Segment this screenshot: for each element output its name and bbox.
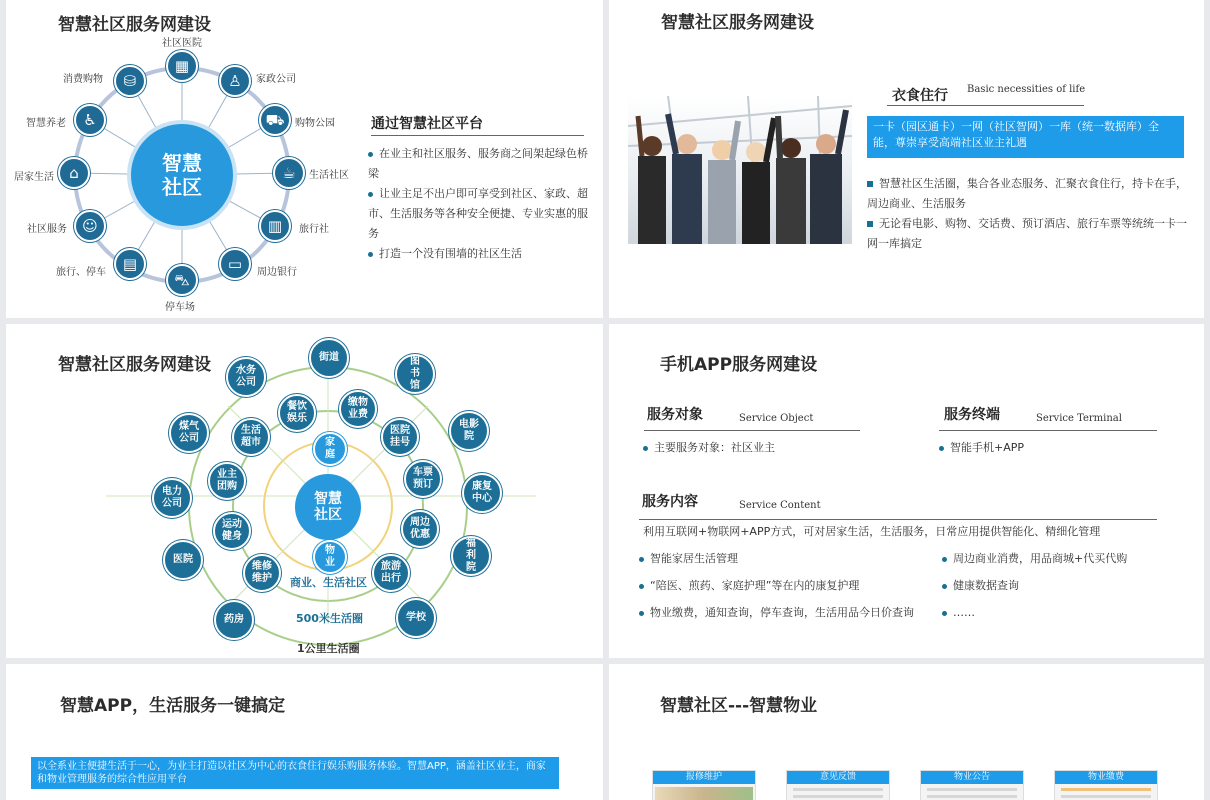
node-water-company[interactable]: 水务公司 [226,357,266,397]
circle-center: 智慧社区 [295,474,361,540]
bullet-item: 打造一个没有围墙的社区生活 [368,244,588,264]
card-title: 物业缴费 [1055,771,1157,784]
node-pharmacy[interactable]: 药房 [214,600,254,640]
slide-mobile-app-network[interactable] [609,324,1204,658]
bullet-item: 物业缴费，通知查询，停车查询，生活用品今日价查询 [639,603,914,623]
basket-icon[interactable]: ⛁ [114,65,146,97]
slide-title: 智慧APP，生活服务一键搞定 [60,696,286,716]
node-label: 家政公司 [256,74,296,85]
car-icon[interactable]: ⛍ [166,264,198,296]
divider [644,430,860,431]
node-label: 周边银行 [257,267,297,278]
bullet-item: 智能手机+APP [939,438,1024,458]
node-supermarket[interactable]: 生活超市 [232,418,270,456]
divider [887,105,1084,106]
hub-center-circle [127,120,237,230]
divider [939,430,1157,431]
section-heading: 衣食住行 [892,88,948,104]
housekeeping-icon[interactable]: ♙ [219,65,251,97]
section-heading: 服务内容 [642,494,698,510]
card-repair[interactable] [652,770,756,800]
bullet-item: 主要服务对象：社区业主 [643,438,775,458]
slide-smart-property[interactable] [609,664,1204,800]
slide-title: 智慧社区服务网建设 [58,15,211,35]
bullet-item: 在业主和社区服务、服务商之间架起绿色桥梁 [368,147,588,180]
section-heading-en: Service Terminal [1036,413,1122,424]
node-label: 购物公园 [295,118,335,129]
slide-community-network-3[interactable] [6,324,603,658]
node-property-fee[interactable]: 缴物业费 [339,390,377,428]
people-illustration [628,96,852,244]
node-label: 居家生活 [14,172,54,183]
hub-center-label: 智慧社区 [162,151,202,199]
bullet-item: “陪医、煎药、家庭护理”等在内的康复护理 [639,576,859,596]
node-label: 旅行、停车 [56,267,106,278]
slide-smart-app[interactable] [6,664,603,800]
card-thumbnail [655,787,753,800]
node-label: 智慧养老 [26,118,66,129]
node-hospital-registration[interactable]: 医院挂号 [381,418,419,456]
hospital-icon[interactable]: ▦ [166,50,198,82]
slide-title: 智慧社区服务网建设 [58,355,211,375]
node-label: 停车场 [165,302,195,313]
section-heading: 通过智慧社区平台 [371,116,483,132]
slide-title: 手机APP服务网建设 [660,355,818,375]
card-feedback[interactable] [786,770,890,800]
divider [639,519,1157,520]
node-gas-company[interactable]: 煤气公司 [169,413,209,453]
node-label: 生活社区 [309,170,349,181]
card-title: 意见反馈 [787,771,889,784]
node-label: 旅行社 [299,224,329,235]
node-label: 社区医院 [162,38,202,49]
node-discounts[interactable]: 周边优惠 [401,510,439,548]
node-maintenance[interactable]: 维修维护 [243,554,281,592]
bank-card-icon[interactable]: ▭ [219,248,251,280]
node-family[interactable]: 家庭 [313,432,347,466]
node-ticket-booking[interactable]: 车票预订 [404,460,442,498]
community-icon[interactable]: ☕ [273,157,305,189]
bullet-item: …… [942,603,975,623]
people-celebrating-photo [628,96,852,244]
home-icon[interactable]: ⌂ [58,157,90,189]
highlight-banner: 以全系业主便捷生活于一心，为业主打造以社区为中心的衣食住行娱乐购服务体验。智慧APP，涵盖社区业主，商家和物业管理服务的综合性应用平台 [31,757,559,789]
node-hospital[interactable]: 医院 [163,540,203,580]
service-icon[interactable]: ☺ [74,210,106,242]
card-title: 物业公告 [921,771,1023,784]
shopping-cart-icon[interactable]: ⛟ [259,104,291,136]
node-label: 消费购物 [63,74,103,85]
node-welfare-home[interactable]: 福利院 [451,536,491,576]
elderly-icon[interactable]: ♿ [74,104,106,136]
slide-title: 智慧社区---智慧物业 [660,696,818,716]
node-rehab-center[interactable]: 康复中心 [462,473,502,513]
slide-title: 智慧社区服务网建设 [661,13,814,33]
circle-500m-label: 500米生活圈 [296,612,363,625]
divider [371,135,584,136]
slide-community-network-2[interactable] [609,0,1204,318]
highlight-banner: 一卡（园区通卡）一网（社区智网）一库（统一数据库）全能，尊崇享受高端社区业主礼遇 [867,116,1184,158]
bullet-item: 智慧社区生活圈，集合各业态服务、汇聚衣食住行，持卡在手，周边商业、生活服务 [867,177,1187,210]
node-street[interactable]: 街道 [309,338,349,378]
section-heading: 服务对象 [647,407,703,423]
node-cinema[interactable]: 电影院 [449,411,489,451]
bullet-item: 智能家居生活管理 [639,549,738,569]
node-group-buy[interactable]: 业主团购 [208,462,246,500]
node-school[interactable]: 学校 [396,598,436,638]
bullet-item: 周边商业消费，用品商城+代买代购 [942,549,1127,569]
node-fitness[interactable]: 运动健身 [213,512,251,550]
node-travel[interactable]: 旅游出行 [372,554,410,592]
section-heading: 服务终端 [944,407,1000,423]
card-announcement[interactable] [920,770,1024,800]
circle-1km-label: 1公里生活圈 [297,642,360,655]
garage-icon[interactable]: ▤ [114,248,146,280]
luggage-icon[interactable]: ▥ [259,210,291,242]
section-heading-en: Service Object [739,413,814,424]
bullet-item: 健康数据查询 [942,576,1019,596]
card-property-fee[interactable] [1054,770,1158,800]
node-library[interactable]: 图书馆 [395,354,435,394]
node-dining[interactable]: 餐饮娱乐 [278,394,316,432]
bullet-item: 让业主足不出户即可享受到社区、家政、超市、生活服务等各种安全便捷、专业实惠的服务 [368,187,588,240]
node-label: 社区服务 [27,224,67,235]
slide-community-network-1[interactable] [6,0,603,318]
node-property[interactable]: 物业 [313,540,347,574]
node-power-company[interactable]: 电力公司 [152,478,192,518]
section-heading-en: Basic necessities of life [967,84,1086,95]
section-heading-en: Service Content [739,500,821,511]
ring-label: 商业、生活社区 [290,576,367,589]
bullet-item: 无论看电影、购物、交话费、预订酒店、旅行车票等统统一卡一网一库搞定 [867,217,1187,250]
card-title: 报修维护 [653,771,755,784]
content-description: 利用互联网+物联网+APP方式，可对居家生活，生活服务，日常应用提供智能化、精细化管理 [643,525,1101,538]
